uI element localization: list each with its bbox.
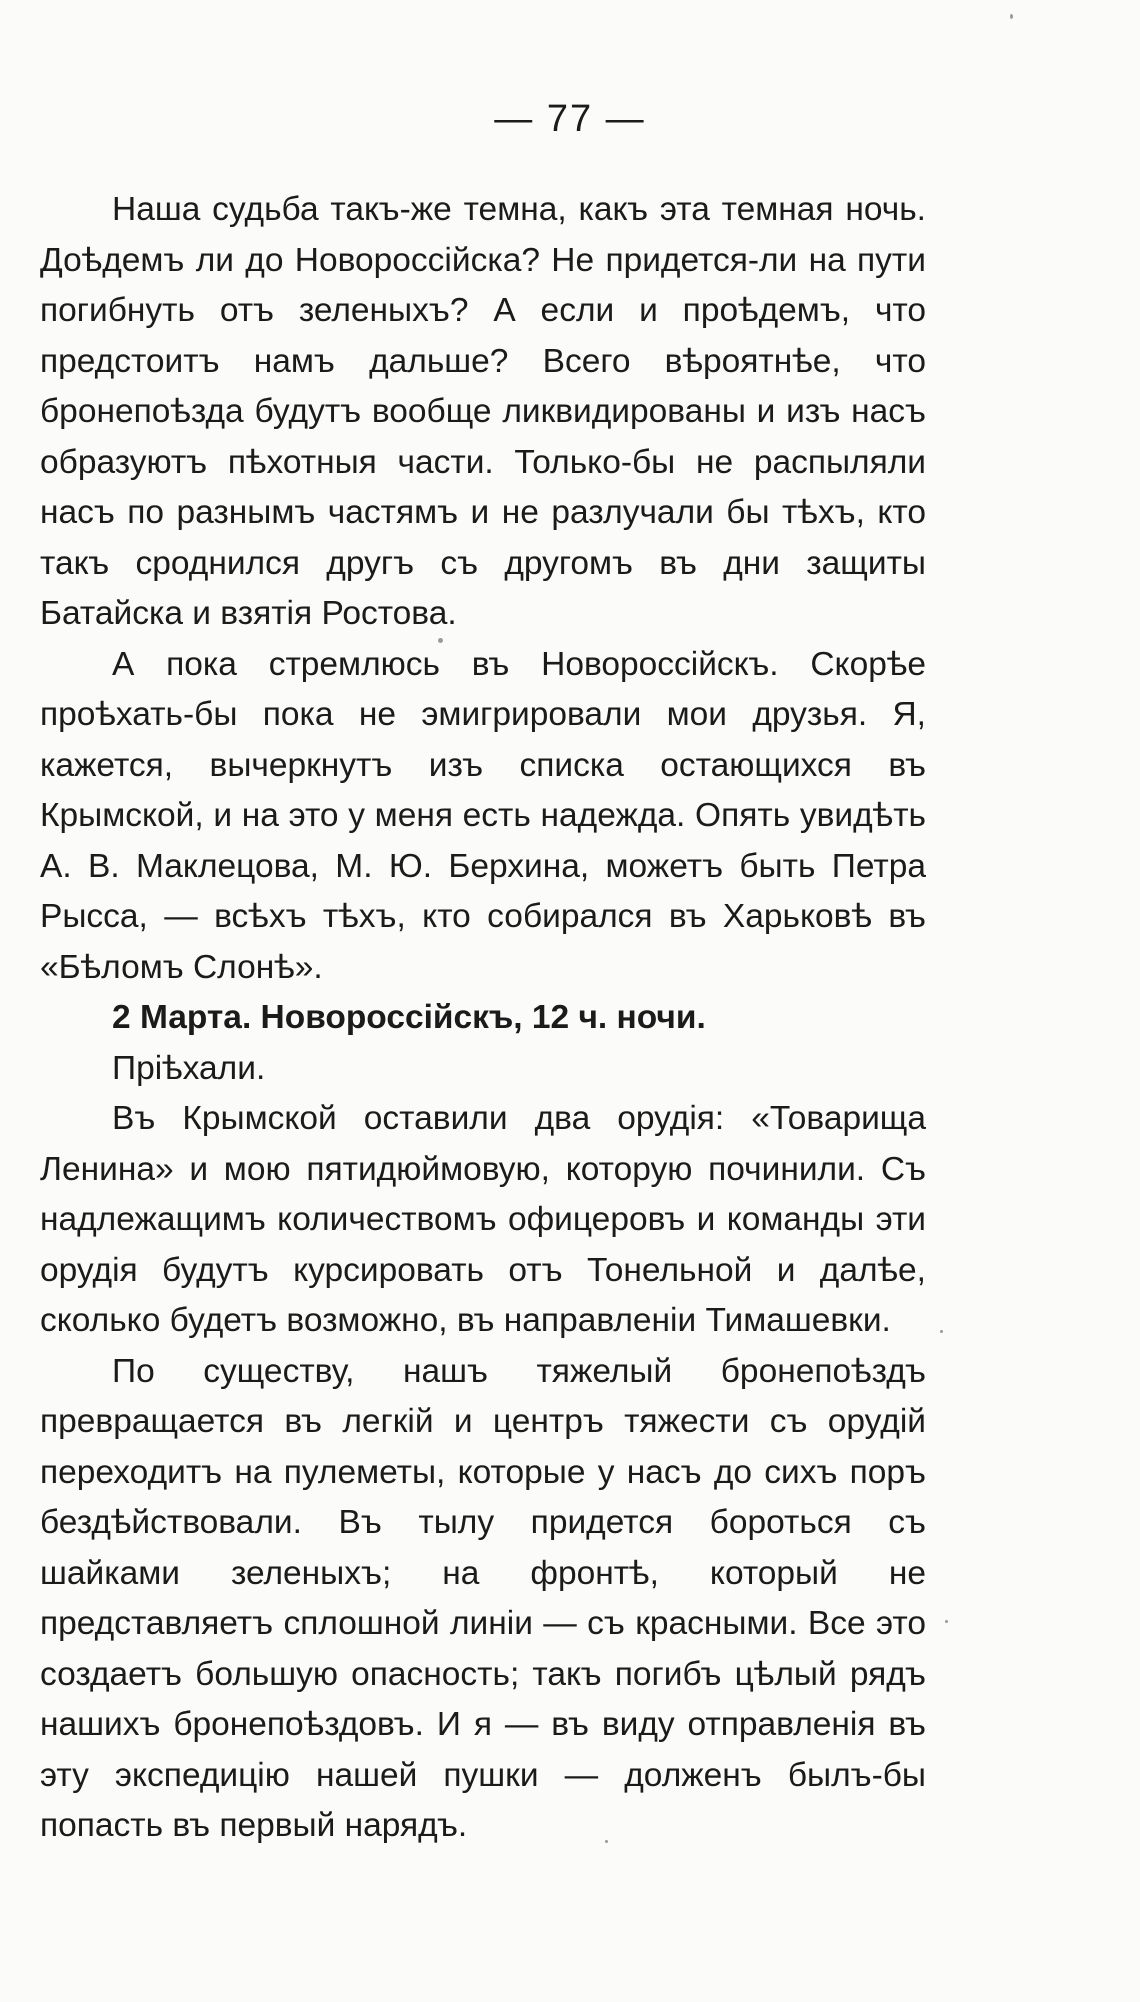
paragraph-5: По существу, нашъ тяжелый бронепоѣздъ превращается въ легкій и центръ тяжести съ орудій переходитъ на пулеметы, которые у насъ до сихъ поръ бездѣйствовали. Въ тылу придется бороться съ шайками зеленыхъ; на фронтѣ, который не представляетъ сплошной линіи — съ красными. Все это создаетъ большую опасность; такъ погибъ цѣлый рядъ нашихъ бронепоѣздовъ. И я — въ виду отправленія въ эту экспедицію нашей пушки — долженъ былъ-бы попасть въ первый нарядъ. <box>40 1352 926 1844</box>
page-number: — 77 — <box>494 98 646 140</box>
paragraph-4: Въ Крымской оставили два орудія: «Товарища Ленина» и мою пятидюймовую, которую починили. Съ надлежащимъ количествомъ офицеровъ и команды эти орудія будутъ курсировать отъ Тонельной и далѣе, сколько будетъ возможно, въ направленіи Тимашевки. <box>40 1100 926 1339</box>
paragraph-1: Наша судьба такъ-же темна, какъ эта темная ночь. Доѣдемъ ли до Новороссійска? Не придется-ли на пути погибнуть отъ зеленыхъ? А если и проѣдемъ, что предстоитъ намъ дальше? Всего вѣроятнѣе, что бронепоѣзда будутъ вообще ликвидированы и изъ насъ образуютъ пѣхотныя части. Только-бы не распыляли насъ по разнымъ частямъ и не разлучали бы тѣхъ, кто такъ сроднился другъ съ другомъ въ дни защиты Батайска и взятія Ростова. <box>40 191 926 632</box>
speck <box>945 1620 948 1623</box>
paragraph-3: Пріѣхали. <box>112 1049 266 1087</box>
speck <box>1010 14 1013 19</box>
paragraph-2: А пока стремлюсь въ Новороссійскъ. Скорѣе проѣхать-бы пока не эмигрировали мои друзья. Я, кажется, вычеркнутъ изъ списка остающихся въ Крымской, и на это у меня есть надежда. Опять увидѣть А. В. Маклецова, М. Ю. Берхина, можетъ быть Петра Рысса, — всѣхъ тѣхъ, кто собирался въ Харьковѣ въ «Бѣломъ Слонѣ». <box>40 645 926 986</box>
diary-entry-heading: 2 Марта. Новороссійскъ, 12 ч. ночи. <box>112 999 706 1036</box>
body-text <box>40 185 926 1852</box>
speck <box>438 638 443 643</box>
speck <box>605 1840 608 1843</box>
speck <box>940 1330 943 1333</box>
